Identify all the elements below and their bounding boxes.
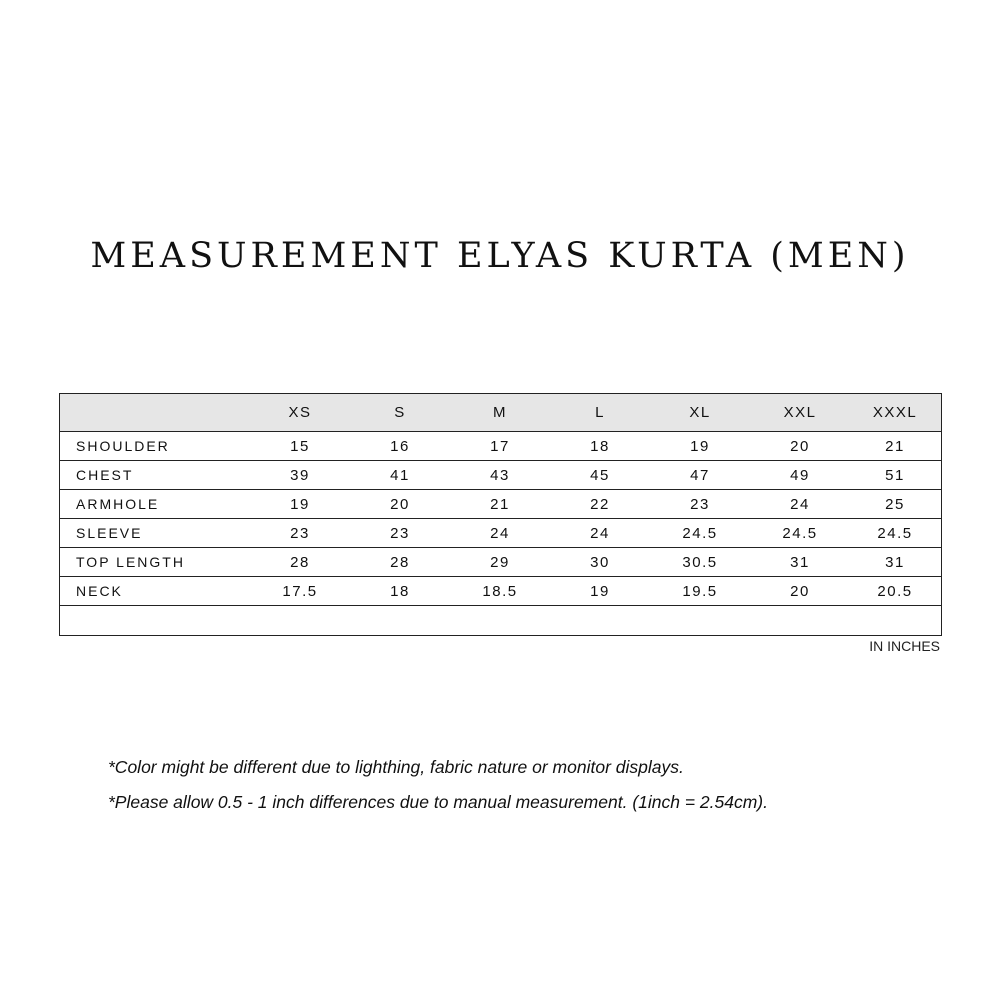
row-label: ARMHOLE [76,496,160,512]
table-cell: 19 [590,582,610,600]
table-cell: 24.5 [682,524,718,542]
row-label: NECK [76,583,123,599]
table-row-shoulder [60,432,941,461]
table-row-chest [60,461,941,490]
table-cell: 41 [390,466,410,484]
table-cell: 30 [590,553,610,571]
table-cell: 20 [790,437,810,455]
table-cell: 29 [490,553,510,571]
row-label: SLEEVE [76,525,143,541]
table-cell: 24 [590,524,610,542]
table-cell: 28 [390,553,410,571]
row-label: TOP LENGTH [76,554,185,570]
table-cell: 43 [490,466,510,484]
table-cell: 22 [590,495,610,513]
table-cell: 19 [690,437,710,455]
table-cell: 47 [690,466,710,484]
table-cell: 24.5 [782,524,818,542]
page-title: MEASUREMENT ELYAS KURTA (MEN) [90,236,910,276]
table-cell: 23 [390,524,410,542]
column-header: XS [288,404,312,421]
column-header: M [493,404,507,421]
table-cell: 39 [290,466,310,484]
table-cell: 24 [490,524,510,542]
table-cell: 19.5 [682,582,718,600]
table-empty-row [60,606,941,635]
row-label: SHOULDER [76,438,170,454]
table-cell: 18.5 [482,582,518,600]
column-header: XXXL [872,404,918,421]
table-cell: 23 [290,524,310,542]
row-label: CHEST [76,467,134,483]
table-cell: 21 [885,437,905,455]
table-cell: 23 [690,495,710,513]
table-header-row [60,394,941,432]
table-cell: 24.5 [877,524,913,542]
footnote-measurement: *Please allow 0.5 - 1 inch differences due to manual measurement. (1inch = 2.54cm). [108,792,769,812]
table-cell: 19 [290,495,310,513]
table-row-armhole [60,490,941,519]
table-row-neck [60,577,941,606]
table-cell: 51 [885,466,905,484]
table-row-sleeve [60,519,941,548]
column-header: L [595,404,605,421]
table-cell: 15 [290,437,310,455]
unit-note: IN INCHES [869,638,940,654]
table-cell: 49 [790,466,810,484]
table-cell: 21 [490,495,510,513]
table-cell: 16 [390,437,410,455]
table-cell: 20.5 [877,582,913,600]
column-header: XL [689,404,711,421]
table-cell: 25 [885,495,905,513]
table-cell: 17 [490,437,510,455]
table-row-top-length [60,548,941,577]
table-cell: 20 [390,495,410,513]
table-cell: 17.5 [282,582,318,600]
table-cell: 31 [790,553,810,571]
footnote-color: *Color might be different due to lighthing, fabric nature or monitor displays. [108,757,684,777]
table-cell: 18 [390,582,410,600]
size-chart-table [59,393,942,636]
table-cell: 24 [790,495,810,513]
table-cell: 45 [590,466,610,484]
table-cell: 18 [590,437,610,455]
table-cell: 31 [885,553,905,571]
table-cell: 28 [290,553,310,571]
table-cell: 30.5 [682,553,718,571]
footnotes [108,756,768,826]
table-cell: 20 [790,582,810,600]
column-header: S [394,404,406,421]
column-header: XXL [783,404,817,421]
